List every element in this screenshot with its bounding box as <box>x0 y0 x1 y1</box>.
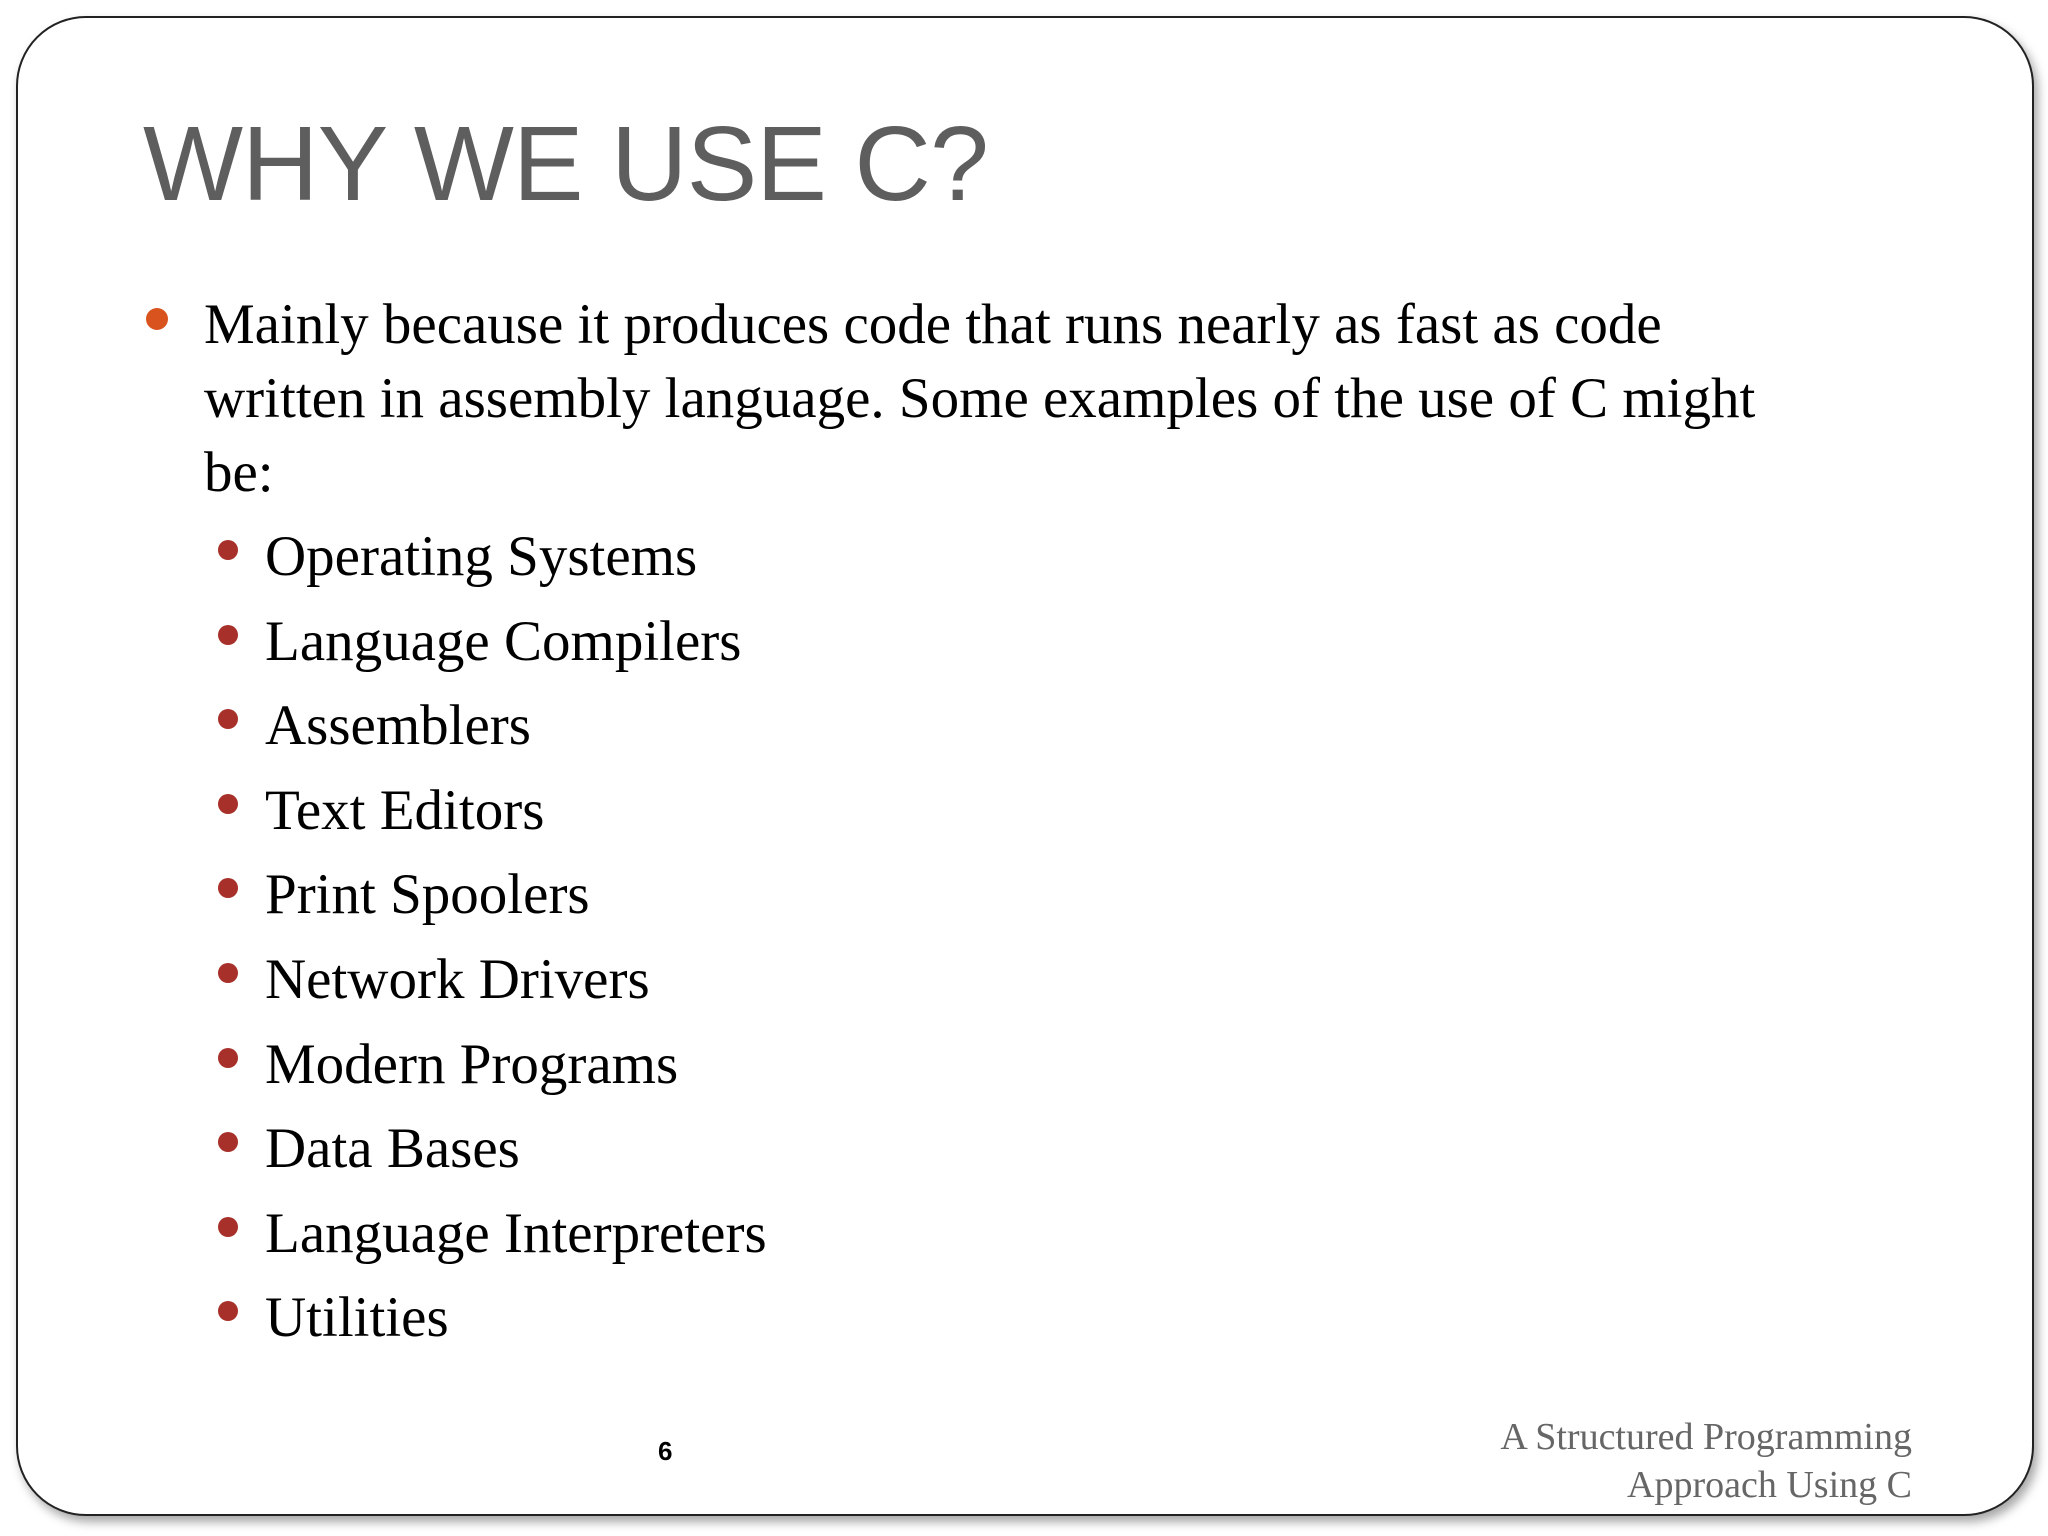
bullet-dot-icon <box>218 1301 238 1321</box>
sub-bullet-label: Operating Systems <box>265 525 698 588</box>
sub-bullet-label: Language Compilers <box>265 609 742 673</box>
bullet-dot-icon <box>218 709 238 729</box>
slide-title: WHY WE USE C? <box>143 105 988 223</box>
footer-line-2: Approach Using C <box>1627 1464 1912 1506</box>
sub-bullet-label: Network Drivers <box>265 947 650 1011</box>
sub-bullet-item <box>215 858 767 943</box>
bullet-dot-icon <box>218 625 238 645</box>
bullet-dot-icon <box>218 1132 238 1152</box>
sub-bullet-label: Utilities <box>265 1286 449 1350</box>
sub-bullet-label: Modern Programs <box>265 1032 679 1096</box>
sub-bullet-item <box>215 1112 767 1197</box>
bullet-dot-icon <box>218 1217 238 1237</box>
page-number: 6 <box>658 1436 673 1466</box>
bullet-dot-icon <box>146 308 168 330</box>
bullet-dot-icon <box>218 540 238 560</box>
bullet-dot-icon <box>218 878 238 898</box>
sub-bullet-item <box>215 1281 767 1366</box>
sub-bullet-label: Data Bases <box>265 1117 520 1181</box>
footer-caption <box>1500 1413 1912 1509</box>
bullet-dot-icon <box>218 1048 238 1068</box>
bullet-dot-icon <box>218 794 238 814</box>
sub-bullet-label: Text Editors <box>265 778 545 842</box>
footer-line-1: A Structured Programming <box>1500 1416 1912 1458</box>
sub-bullet-item <box>215 774 767 859</box>
sub-bullet-label: Language Interpreters <box>265 1201 767 1265</box>
sub-bullet-item <box>215 689 767 774</box>
main-bullet-text: Mainly because it produces code that runs nearly as fast as code written in assembly language. Some examples of the use of C might be: <box>204 293 1756 504</box>
slide-frame <box>16 16 2034 1516</box>
sub-bullet-label: Print Spoolers <box>265 863 590 927</box>
sub-bullet-item <box>215 943 767 1028</box>
sub-bullet-item <box>215 605 767 690</box>
bullet-dot-icon <box>218 963 238 983</box>
sub-bullet-label: Assemblers <box>265 694 531 758</box>
sub-bullet-item <box>215 520 767 605</box>
sub-bullet-list <box>215 520 767 1366</box>
main-bullet <box>144 288 1944 510</box>
sub-bullet-item <box>215 1028 767 1113</box>
sub-bullet-item <box>215 1197 767 1282</box>
